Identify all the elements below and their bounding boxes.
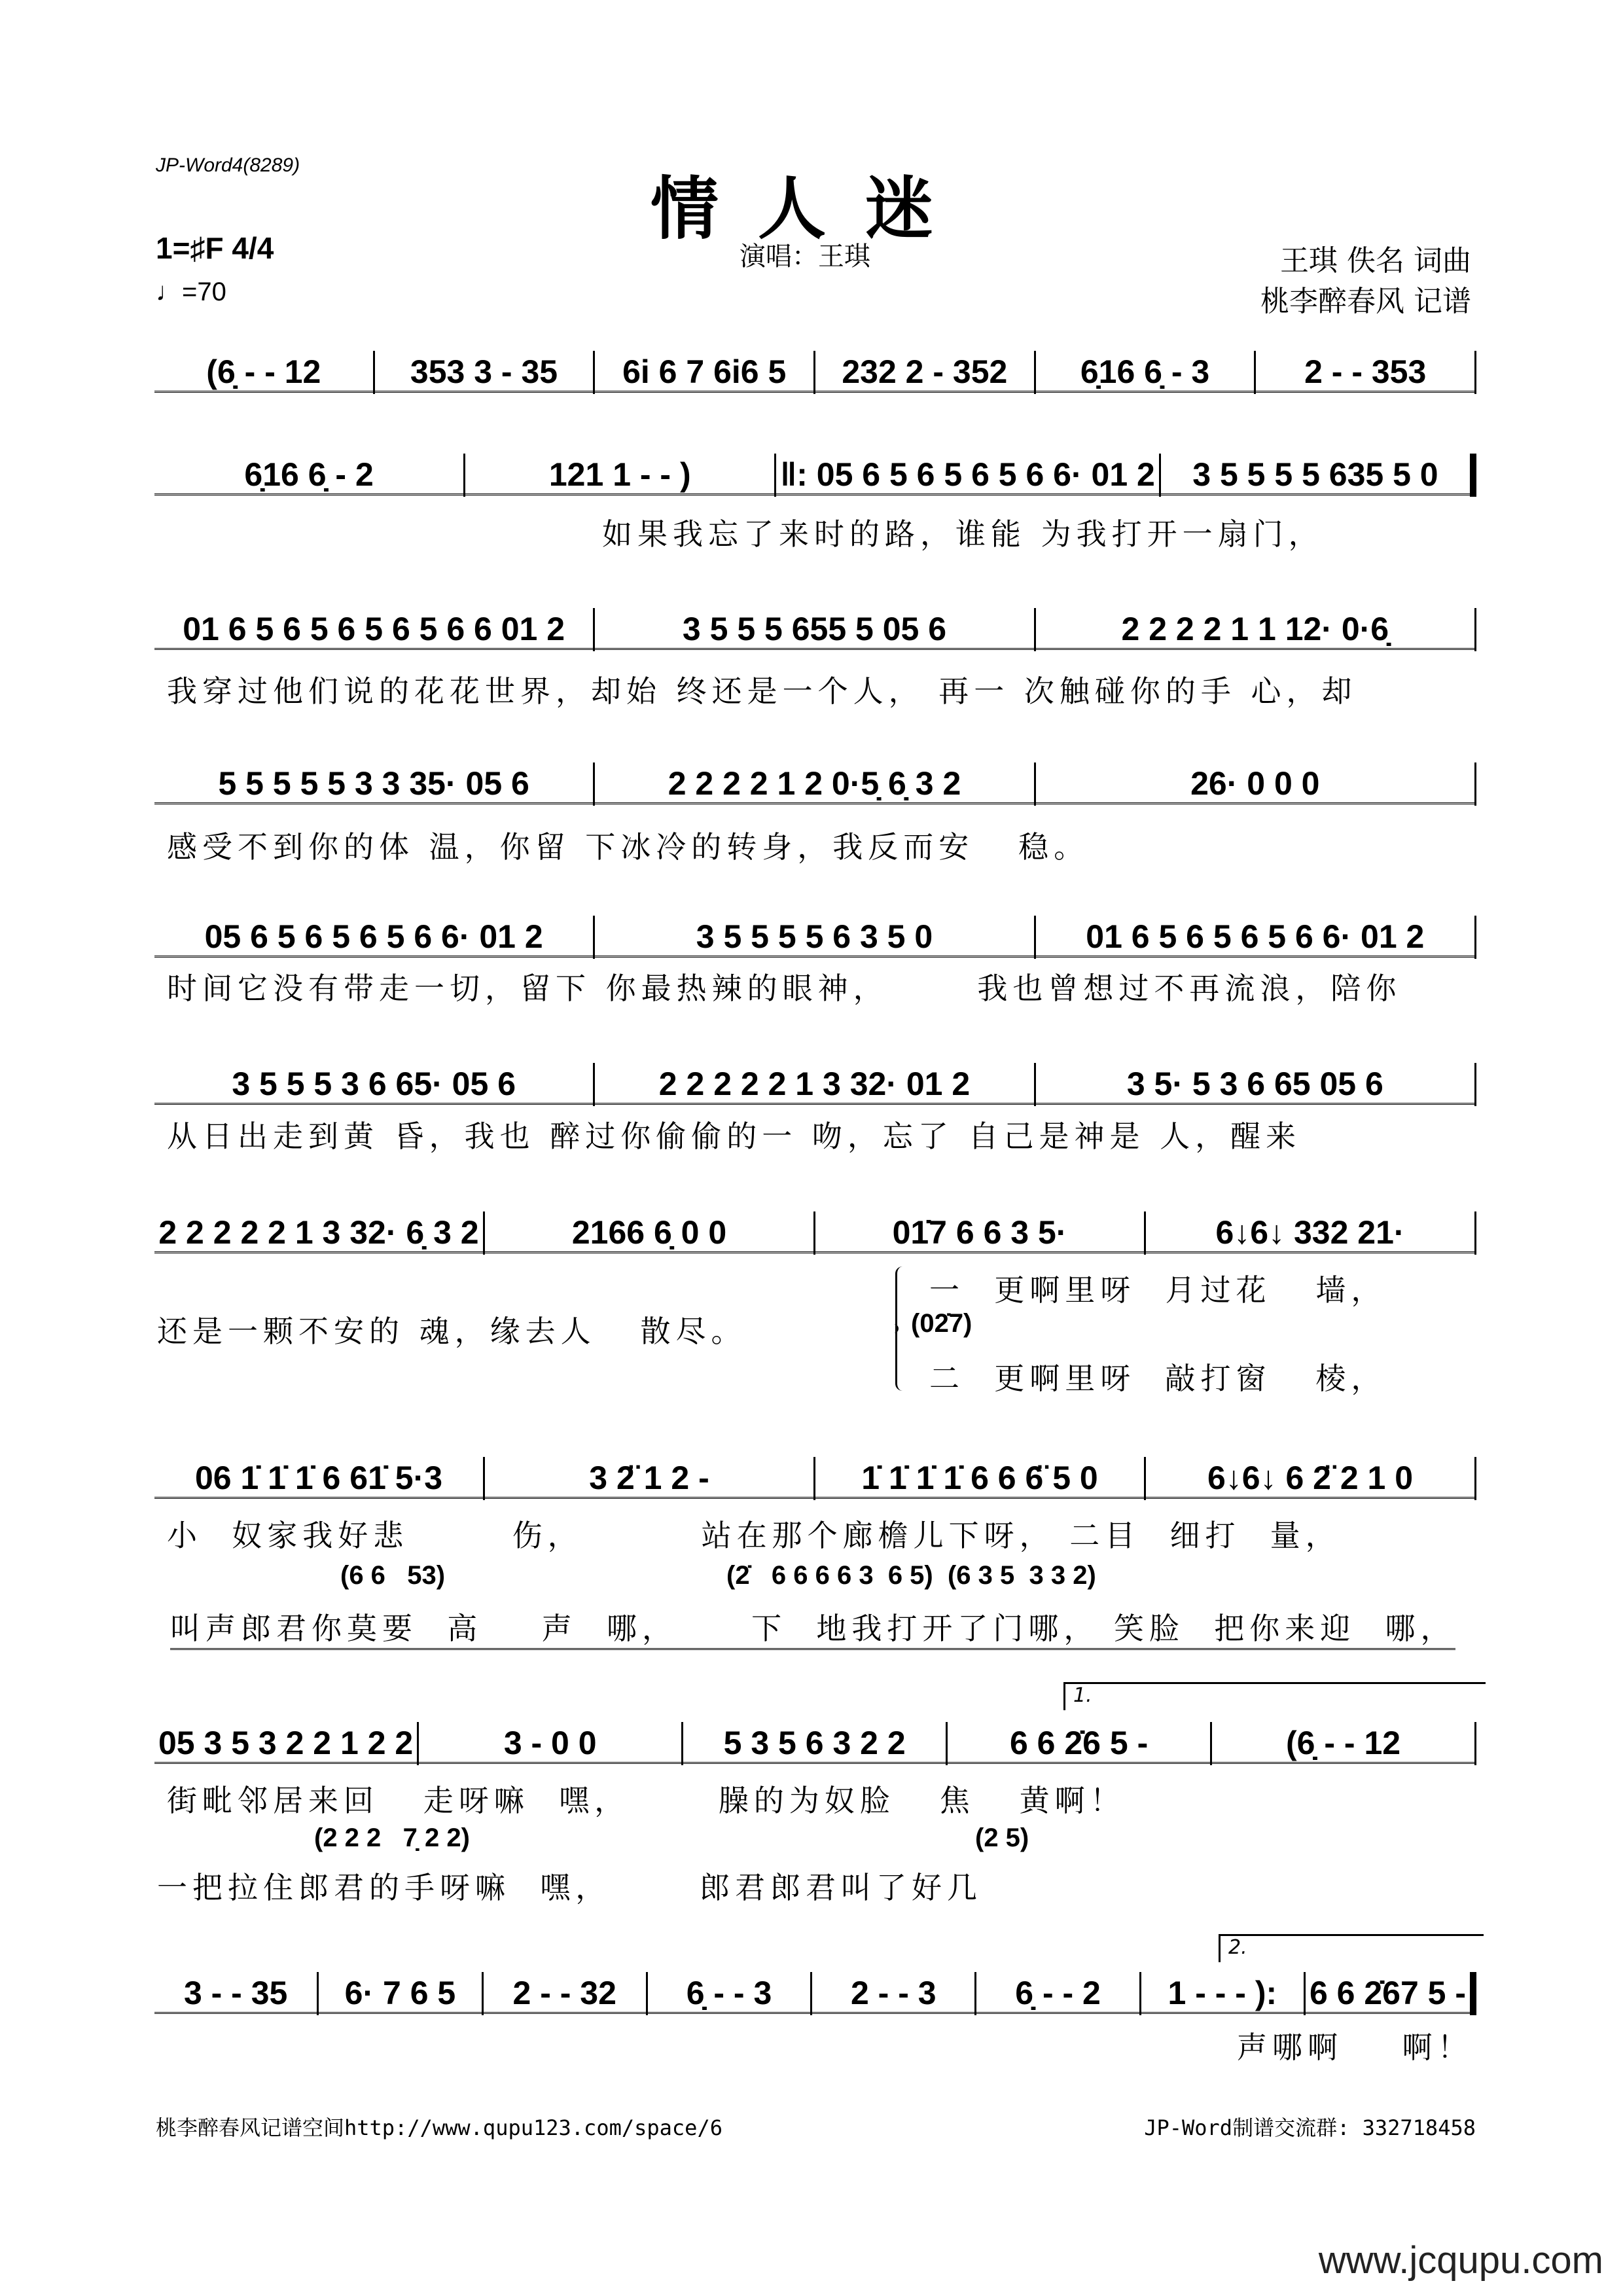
- song-title: 情人迷: [650, 168, 972, 249]
- measure: 3 5 5 5 3 6 65· 05 6: [154, 1065, 593, 1105]
- watermark: www.jcqupu.com: [1318, 2239, 1603, 2282]
- composer-credit: 王琪 佚名 词曲: [1280, 244, 1471, 278]
- measure: 6 6 2̇6 5 -: [948, 1724, 1210, 1764]
- measure: 26· 0 0 0: [1036, 764, 1474, 804]
- verse-brace: [891, 1266, 901, 1391]
- barline: [1474, 1211, 1476, 1255]
- barline: [1474, 1722, 1476, 1765]
- row8-alt-notes-1: (6 6 53): [340, 1561, 446, 1590]
- measure: 1̇ 1̇ 1̇ 1̇ 6 6 6̈ 5 0: [815, 1459, 1144, 1499]
- lyrics-line: 感受不到你的体 温，你留 下冰冷的转身，我反而安 稳。: [167, 829, 1090, 865]
- notation-row: [154, 1063, 1476, 1106]
- measure: 6i 6 7 6i6 5: [595, 353, 813, 393]
- measure: ‖: 05 6 5 6 5 6 5 6 6· 01 2: [776, 456, 1159, 495]
- notation-row: [154, 1722, 1476, 1765]
- row8-lyrics-2: 叫声郎君你莫要 高 声 哪， 下 地我打开了门哪， 笑脸 把你来迎 哪，: [170, 1605, 1455, 1650]
- lyrics-line: 小 奴家我好悲 伤， 站在那个廊檐儿下呀， 二目 细打 量，: [167, 1518, 1341, 1553]
- measure: 6↓6↓ 6 2̈ 2 1 0: [1146, 1459, 1474, 1499]
- first-ending-bracket: 1.: [1063, 1682, 1486, 1710]
- notation-row: [154, 1972, 1476, 2015]
- measure: 5 5 5 5 5 3 3 35· 05 6: [154, 764, 593, 804]
- notation-row: [154, 762, 1476, 806]
- measure: (6̣ - - 12: [154, 353, 373, 393]
- notation-row: [154, 351, 1476, 394]
- measure: 3 - - 35: [154, 1974, 317, 2014]
- row9-alt-notes-1: (2 2 2 7̣ 2 2): [314, 1823, 470, 1852]
- notation-row: [154, 1211, 1476, 1255]
- barline: [1470, 1972, 1476, 2015]
- measure: 3 - 0 0: [419, 1724, 681, 1764]
- lyrics-line: 声哪啊 啊！: [1237, 2030, 1473, 2065]
- lyrics-line: 我穿过他们说的花花世界，却始 终还是一个人， 再一 次触碰你的手 心，却: [167, 673, 1357, 709]
- measure: 6̣ - - 3: [648, 1974, 810, 2014]
- measure: 5 3 5 6 3 2 2: [683, 1724, 946, 1764]
- measure: 2 2 2 2 2 1 3 32· 01 2: [595, 1065, 1033, 1105]
- measure: 6̣16 6̣ - 3: [1036, 353, 1255, 393]
- measure: 6· 7 6 5: [319, 1974, 481, 2014]
- measure: 2166 6̣ 0 0: [485, 1213, 813, 1253]
- key-signature: 1=♯F 4/4: [156, 231, 274, 265]
- notation-row: [154, 608, 1476, 651]
- barline: [1474, 608, 1476, 651]
- barline: [1474, 916, 1476, 959]
- notation-row: [154, 1457, 1476, 1500]
- singer-credit: 演唱：王琪: [740, 242, 870, 272]
- barline: [1474, 351, 1476, 394]
- measure: 05 6 5 6 5 6 5 6 6· 01 2: [154, 918, 593, 958]
- row9-lyrics-2: 一把拉住郎君的手呀嘛 嘿， 郎君郎君叫了好几: [157, 1870, 982, 1905]
- measure: 1 - - - ):: [1141, 1974, 1304, 2014]
- measure: 3 5· 5 3 6 65 05 6: [1036, 1065, 1474, 1105]
- measure: 01 6 5 6 5 6 5 6 6· 01 2: [1036, 918, 1474, 958]
- transcriber-credit: 桃李醉春风 记谱: [1260, 285, 1471, 318]
- lyrics-line: 街毗邻居来回 走呀嘛 嘿， 臊的为奴脸 焦 黄啊！: [167, 1783, 1126, 1818]
- lyrics-line: 从日出走到黄 昏，我也 醉过你偷偷的一 吻，忘了 自己是神是 人，醒来: [167, 1119, 1302, 1154]
- measure: 2 - - 3: [812, 1974, 974, 2014]
- measure: 232 2 - 352: [815, 353, 1034, 393]
- measure: 3 5 5 5 655 5 05 6: [595, 610, 1033, 650]
- measure: 3 5 5 5 5 6 3 5 0: [595, 918, 1033, 958]
- barline: [1474, 762, 1476, 806]
- barline: [1474, 1457, 1476, 1500]
- measure: 6↓6↓ 332 21·: [1146, 1213, 1474, 1253]
- notation-row: [154, 916, 1476, 959]
- bridge-notes: (02̇7): [911, 1309, 972, 1338]
- lyrics-line: 时间它没有带走一切，留下 你最热辣的眼神， 我也曾想过不再流浪，陪你: [167, 971, 1402, 1006]
- verse2-lyrics: 二 更啊里呀 敲打窗 棱，: [929, 1361, 1387, 1396]
- measure: 2 2 2 2 2 1 3 32· 6̣ 3 2: [154, 1213, 483, 1253]
- footer-left: 桃李醉春风记谱空间http://www.qupu123.com/space/6: [156, 2115, 722, 2140]
- barline: [1474, 1063, 1476, 1106]
- measure: 01 6 5 6 5 6 5 6 5 6 6 01 2: [154, 610, 593, 650]
- measure: 05 3 5 3 2 2 1 2 2: [154, 1724, 417, 1764]
- row9-alt-notes-2: (2 5): [975, 1823, 1029, 1852]
- second-ending-bracket: 2.: [1219, 1934, 1484, 1962]
- verse1-lyrics: 一 更啊里呀 月过花 墙，: [929, 1272, 1387, 1308]
- measure: 6̣16 6̣ - 2: [154, 456, 463, 495]
- measure: 3 5 5 5 5 635 5 0: [1161, 456, 1470, 495]
- measure: 2 - - 32: [484, 1974, 646, 2014]
- measure: 3 2̈ 1 2 -: [485, 1459, 813, 1499]
- measure: 2 2 2 2 1 2 0·5̣ 6̣ 3 2: [595, 764, 1033, 804]
- measure: 2 2 2 2 1 1 12· 0·6̣: [1036, 610, 1474, 650]
- measure: 6 6 2̇67 5 -: [1306, 1974, 1470, 2014]
- measure: 353 3 - 35: [375, 353, 594, 393]
- barline: [1470, 454, 1476, 497]
- measure: 2 - - 353: [1256, 353, 1474, 393]
- measure: 6̣ - - 2: [976, 1974, 1139, 2014]
- tempo-marking: ♩=70: [156, 278, 226, 306]
- measure: 01̇7 6 6 3 5·: [815, 1213, 1144, 1253]
- measure: (6̣ - - 12: [1212, 1724, 1474, 1764]
- measure: 121 1 - - ): [465, 456, 774, 495]
- lyrics-line: 如果我忘了来时的路，谁能 为我打开一扇门，: [602, 516, 1324, 552]
- measure: 06 1̇ 1̇ 1̇ 6 61̇ 5·3: [154, 1459, 483, 1499]
- notation-row: [154, 454, 1476, 497]
- software-label: JP-Word4(8289): [156, 154, 300, 176]
- footer-right: JP-Word制谱交流群: 332718458: [1144, 2115, 1476, 2140]
- lyrics-line: 还是一颗不安的 魂，缘去人 散尽。: [157, 1314, 747, 1349]
- row8-alt-notes-2: (2̇ 6 6 6 6 3 6 5) (6 3 5 3 3 2): [726, 1561, 1096, 1590]
